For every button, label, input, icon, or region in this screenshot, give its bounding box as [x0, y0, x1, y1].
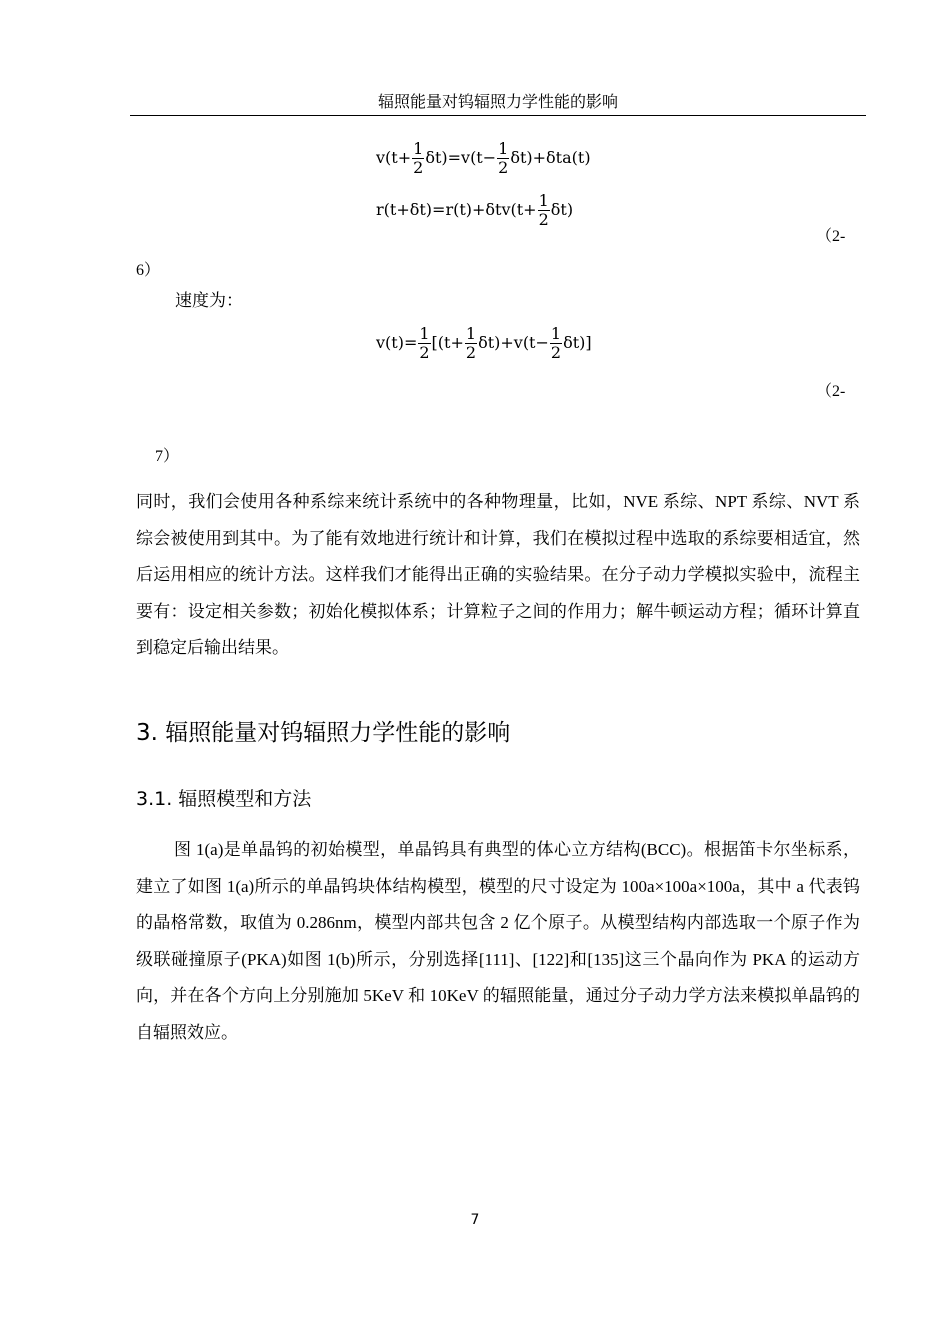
eq-segment: r(t+δt)=r(t)+δtv(t+ [376, 200, 537, 219]
header-rule [130, 115, 866, 116]
eq-segment: v(t)= [376, 333, 418, 352]
fraction-half: $\frac{1}{2}$ [550, 324, 562, 362]
eq-segment: δt)+δta(t) [510, 148, 591, 167]
running-header: 辐照能量对钨辐照力学性能的影响 [377, 94, 618, 111]
equation-2-6-line2 [376, 192, 573, 229]
equation-number-part-b: 6） [136, 262, 161, 279]
fraction-half: $\frac{1}{2}$ [413, 139, 424, 177]
fraction-half: $\frac{1}{2}$ [465, 324, 477, 362]
equation-number-part-a: （2- [816, 228, 846, 245]
eq-segment: δt)+v(t− [478, 333, 549, 352]
fraction-half: $\frac{1}{2}$ [498, 139, 509, 177]
section-heading-3: 3. 辐照能量对钨辐照力学性能的影响 [136, 720, 511, 746]
equation-2-6-line1 [376, 140, 591, 177]
velocity-label: 速度为： [175, 291, 243, 310]
eq-segment: v(t+ [376, 148, 412, 167]
eq-segment: [(t+ [431, 333, 464, 352]
fraction-half: $\frac{1}{2}$ [419, 324, 430, 362]
equation-number-part-a: （2- [816, 383, 846, 400]
eq-segment: δt)=v(t− [425, 148, 497, 167]
paragraph-ensembles: 同时，我们会使用各种系综来统计系统中的各种物理量，比如，NVE 系综、NPT 系综、NVT 系综会被使用到其中。为了能有效地进行统计和计算，我们在模拟过程中选取的系综要相适宜，然后运用相应的统计方法。这样我们才能得出正确的实验结果。在分子动力学模拟实验中，流程主要有：设定相关参数；初始化模拟体系；计算粒子之间的作用力；解牛顿运动方程；循环计算直到稳定后输出结果。 [136, 492, 860, 657]
eq-segment: δt) [550, 200, 574, 219]
eq-segment: δt)] [563, 333, 592, 352]
equation-2-7 [376, 325, 592, 362]
page-number: 7 [470, 1212, 480, 1228]
section-heading-3-1: 3.1. 辐照模型和方法 [136, 788, 312, 810]
paragraph-model: 图 1(a)是单晶钨的初始模型，单晶钨具有典型的体心立方结构(BCC)。根据笛卡尔坐标系，建立了如图 1(a)所示的单晶钨块体结构模型，模型的尺寸设定为 100a×100a×100a，其中 a 代表钨的晶格常数，取值为 0.286nm，模型内部共包含 2 亿个原子。从模型结构内部选取一个原子作为级联碰撞原子(PKA)如图 1(b)所示，分别选择[111]、[122]和[135]这三个晶向作为 PKA 的运动方向，并在各个方向上分别施加 5KeV 和 10KeV 的辐照能量，通过分子动力学方法来模拟单晶钨的自辐照效应。 [136, 840, 860, 1042]
fraction-half: $\frac{1}{2}$ [538, 191, 549, 229]
equation-number-part-b: 7） [155, 448, 180, 465]
